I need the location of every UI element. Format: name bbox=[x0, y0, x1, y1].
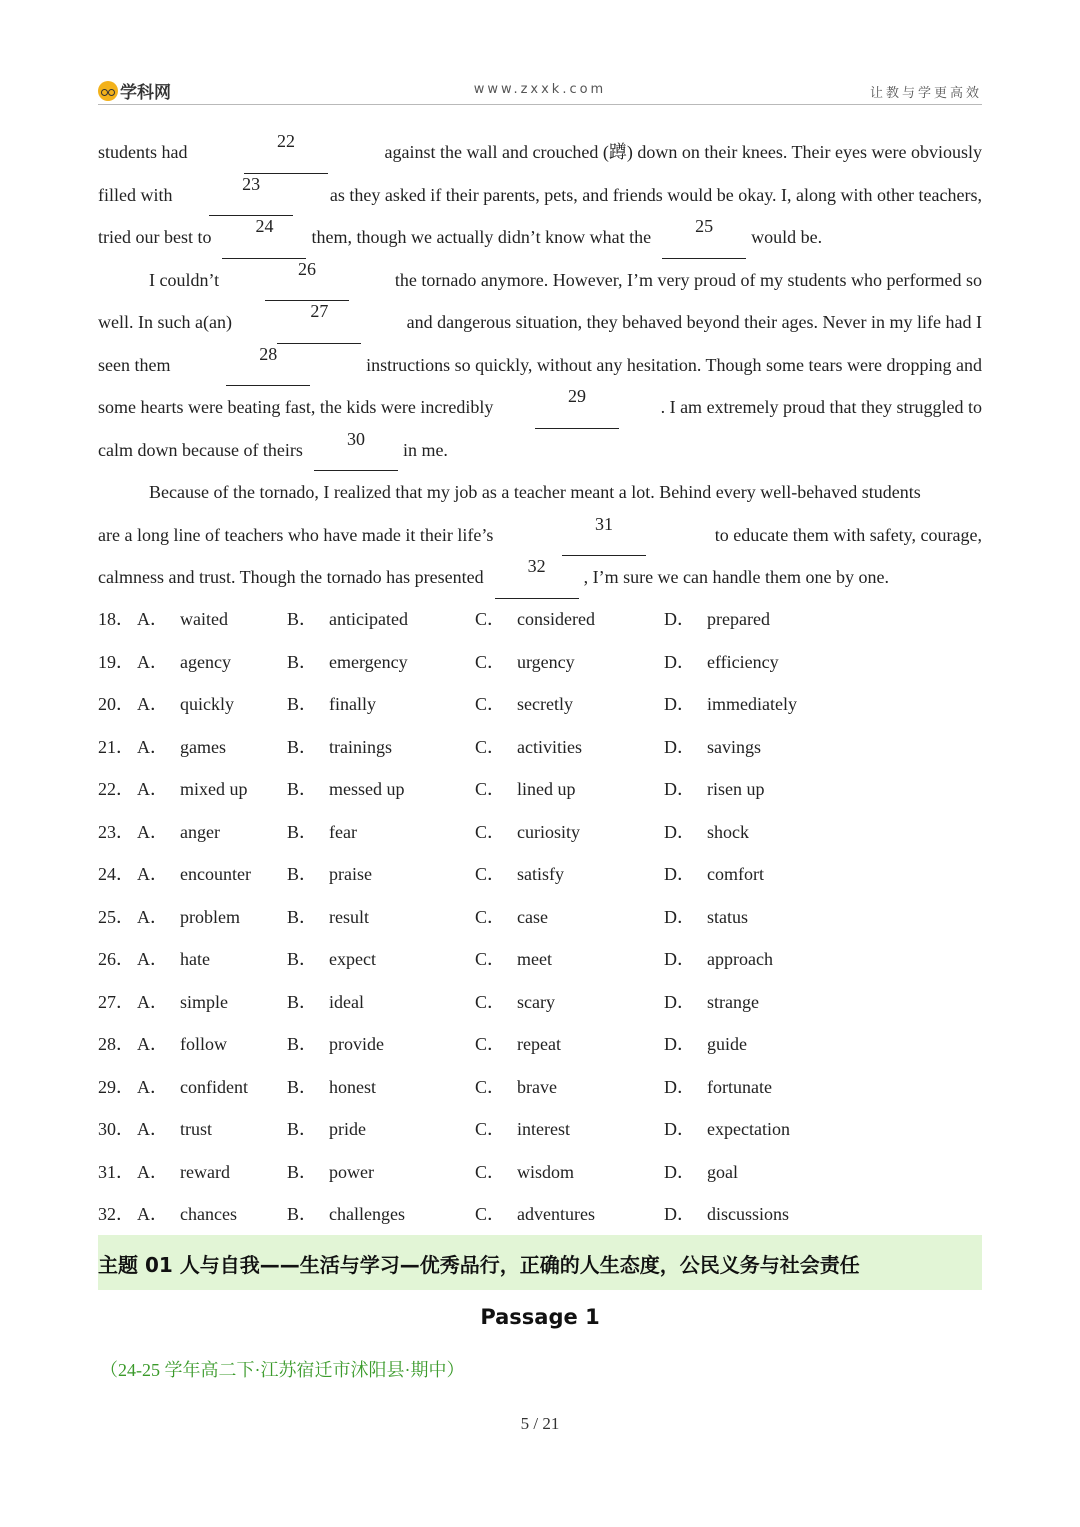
option-a bbox=[137, 896, 240, 939]
question-row bbox=[98, 938, 982, 981]
option-letter: C． bbox=[475, 949, 506, 969]
option-letter: A． bbox=[137, 779, 168, 799]
option-letter: A． bbox=[137, 864, 168, 884]
option-text: brave bbox=[517, 1076, 557, 1097]
option-letter: A． bbox=[137, 736, 168, 757]
passage-text: I couldn’t bbox=[149, 269, 220, 290]
option-letter: D． bbox=[664, 736, 695, 757]
answer-blank: 24 bbox=[222, 216, 306, 259]
option-text: satisfy bbox=[517, 864, 565, 884]
passage-text: , I’m sure we can handle them one by one. bbox=[583, 567, 889, 587]
passage-line bbox=[98, 216, 982, 259]
option-letter: C． bbox=[475, 736, 506, 757]
option-letter: B． bbox=[287, 1076, 318, 1097]
option-letter: D． bbox=[664, 1204, 695, 1224]
option-letter: D． bbox=[664, 991, 695, 1012]
option-d bbox=[664, 1023, 747, 1066]
option-c bbox=[475, 1193, 595, 1236]
passage-text: calm down because of theirs bbox=[98, 439, 303, 460]
option-b bbox=[287, 1151, 374, 1194]
option-text: simple bbox=[180, 991, 228, 1012]
option-letter: D． bbox=[664, 1034, 695, 1054]
option-b bbox=[287, 938, 376, 981]
option-c bbox=[475, 853, 564, 896]
passage-line bbox=[98, 301, 982, 344]
option-a bbox=[137, 598, 228, 641]
option-text: praise bbox=[329, 864, 372, 884]
option-letter: A． bbox=[137, 1204, 168, 1224]
question-row bbox=[98, 1193, 982, 1236]
option-text: pride bbox=[329, 1119, 366, 1139]
option-letter: B． bbox=[287, 906, 318, 927]
option-text: approach bbox=[707, 949, 773, 969]
passage-text: are a long line of teachers who have made it their life’s bbox=[98, 524, 494, 545]
option-d bbox=[664, 1066, 772, 1109]
answer-blank: 28 bbox=[226, 344, 310, 387]
option-b bbox=[287, 641, 408, 684]
option-letter: C． bbox=[475, 1161, 506, 1182]
option-letter: C． bbox=[475, 864, 506, 884]
option-letter: B． bbox=[287, 694, 318, 714]
option-letter: D． bbox=[664, 609, 695, 629]
option-letter: B． bbox=[287, 991, 318, 1012]
option-c bbox=[475, 981, 555, 1024]
answer-blank: 23 bbox=[209, 174, 293, 217]
option-letter: C． bbox=[475, 1119, 506, 1139]
option-text: lined up bbox=[517, 779, 576, 799]
option-c bbox=[475, 726, 582, 769]
option-text: scary bbox=[517, 991, 555, 1012]
passage-text: would be. bbox=[751, 227, 823, 247]
option-letter: B． bbox=[287, 651, 318, 672]
passage-line bbox=[98, 131, 982, 174]
option-letter: C． bbox=[475, 906, 506, 927]
option-d bbox=[664, 641, 779, 684]
option-b bbox=[287, 768, 405, 811]
option-text: curiosity bbox=[517, 821, 581, 842]
option-text: considered bbox=[517, 609, 595, 629]
option-c bbox=[475, 598, 595, 641]
option-a bbox=[137, 1108, 212, 1151]
option-text: immediately bbox=[707, 694, 797, 714]
option-letter: B． bbox=[287, 864, 318, 884]
question-row bbox=[98, 1108, 982, 1151]
option-letter: D． bbox=[664, 694, 695, 714]
option-letter: D． bbox=[664, 821, 695, 842]
option-letter: C． bbox=[475, 991, 506, 1012]
question-row bbox=[98, 811, 982, 854]
option-letter: A． bbox=[137, 1119, 168, 1139]
option-text: follow bbox=[180, 1034, 227, 1054]
page-header bbox=[98, 74, 982, 105]
theme-title: 主题 01 人与自我——生活与学习—优秀品行，正确的人生态度，公民义务与社会责任 bbox=[98, 1253, 860, 1277]
option-text: reward bbox=[180, 1161, 230, 1182]
option-text: wisdom bbox=[517, 1161, 575, 1182]
passage-text: instructions so quickly, without any hesitation. Though some tears were dropping and bbox=[366, 354, 982, 375]
passage-text: and dangerous situation, they behaved beyond their ages. Never in my life had I bbox=[406, 312, 982, 332]
passage-line bbox=[98, 556, 982, 599]
option-a bbox=[137, 1151, 230, 1194]
option-c bbox=[475, 1066, 557, 1109]
option-text: honest bbox=[329, 1076, 377, 1097]
option-d bbox=[664, 981, 759, 1024]
option-d bbox=[664, 853, 764, 896]
option-letter: B． bbox=[287, 1204, 318, 1224]
option-text: chances bbox=[180, 1204, 237, 1224]
option-text: goal bbox=[707, 1161, 738, 1182]
option-b bbox=[287, 683, 376, 726]
question-number: 31． bbox=[98, 1161, 134, 1182]
option-text: waited bbox=[180, 609, 228, 629]
option-text: encounter bbox=[180, 864, 251, 884]
option-letter: B． bbox=[287, 821, 318, 842]
option-letter: A． bbox=[137, 949, 168, 969]
option-text: efficiency bbox=[707, 651, 779, 672]
question-number: 23． bbox=[98, 821, 134, 842]
option-text: agency bbox=[180, 651, 231, 672]
option-letter: A． bbox=[137, 906, 168, 927]
option-d bbox=[664, 683, 797, 726]
passage-text: tried our best to bbox=[98, 227, 212, 247]
option-letter: C． bbox=[475, 651, 506, 672]
question-row bbox=[98, 683, 982, 726]
option-letter: A． bbox=[137, 651, 168, 672]
option-letter: B． bbox=[287, 1034, 318, 1054]
option-c bbox=[475, 683, 573, 726]
option-text: guide bbox=[707, 1034, 747, 1054]
option-text: provide bbox=[329, 1034, 384, 1054]
question-number: 30． bbox=[98, 1119, 134, 1139]
option-b bbox=[287, 598, 408, 641]
option-letter: C． bbox=[475, 1076, 506, 1097]
passage-text: calmness and trust. Though the tornado has presented bbox=[98, 567, 484, 587]
option-text: power bbox=[329, 1161, 374, 1182]
option-a bbox=[137, 1023, 227, 1066]
passage-line bbox=[98, 344, 982, 387]
answer-blank: 32 bbox=[495, 556, 579, 599]
answer-blank: 29 bbox=[535, 386, 619, 429]
option-text: finally bbox=[329, 694, 377, 714]
question-row bbox=[98, 1066, 982, 1109]
option-a bbox=[137, 641, 231, 684]
option-text: adventures bbox=[517, 1204, 595, 1224]
question-row bbox=[98, 896, 982, 939]
question-number: 22． bbox=[98, 779, 134, 799]
cloze-passage bbox=[98, 131, 982, 599]
logo-text: 学科网 bbox=[120, 83, 171, 103]
question-number: 27． bbox=[98, 991, 134, 1012]
passage-text: the tornado anymore. However, I’m very proud of my students who performed so bbox=[394, 269, 982, 290]
option-c bbox=[475, 1023, 561, 1066]
question-number: 20． bbox=[98, 694, 134, 714]
option-text: trainings bbox=[329, 736, 393, 757]
option-text: risen up bbox=[707, 779, 765, 799]
option-text: savings bbox=[707, 736, 761, 757]
option-d bbox=[664, 598, 770, 641]
answer-blank: 30 bbox=[314, 429, 398, 472]
option-letter: B． bbox=[287, 949, 318, 969]
option-letter: B． bbox=[287, 1161, 318, 1182]
option-text: problem bbox=[180, 906, 240, 927]
option-text: comfort bbox=[707, 864, 764, 884]
option-text: shock bbox=[707, 821, 749, 842]
option-text: case bbox=[517, 906, 548, 927]
option-d bbox=[664, 1151, 738, 1194]
option-a bbox=[137, 938, 210, 981]
question-number: 29． bbox=[98, 1076, 134, 1097]
question-number: 24． bbox=[98, 864, 134, 884]
question-number: 18． bbox=[98, 609, 134, 629]
question-row bbox=[98, 853, 982, 896]
question-number: 26． bbox=[98, 949, 134, 969]
option-letter: C． bbox=[475, 694, 506, 714]
option-d bbox=[664, 811, 749, 854]
option-letter: A． bbox=[137, 609, 168, 629]
option-text: games bbox=[180, 736, 226, 757]
option-c bbox=[475, 768, 576, 811]
option-text: interest bbox=[517, 1119, 570, 1139]
option-a bbox=[137, 1193, 237, 1236]
option-b bbox=[287, 896, 369, 939]
option-b bbox=[287, 981, 364, 1024]
passage-line bbox=[98, 174, 982, 217]
option-text: confident bbox=[180, 1076, 248, 1097]
option-a bbox=[137, 768, 248, 811]
question-row bbox=[98, 1151, 982, 1194]
passage-source: （24-25 学年高二下·江苏宿迁市沭阳县·期中） bbox=[100, 1360, 465, 1380]
passage-text: students had bbox=[98, 142, 188, 162]
option-text: challenges bbox=[329, 1204, 405, 1224]
option-d bbox=[664, 768, 765, 811]
option-letter: C． bbox=[475, 1204, 506, 1224]
option-b bbox=[287, 853, 372, 896]
option-letter: B． bbox=[287, 736, 318, 757]
option-text: mixed up bbox=[180, 779, 248, 799]
option-d bbox=[664, 1193, 789, 1236]
answer-blank: 25 bbox=[662, 216, 746, 259]
passage-text: . I am extremely proud that they struggled to bbox=[660, 397, 982, 417]
option-letter: B． bbox=[287, 779, 318, 799]
question-number: 32． bbox=[98, 1204, 134, 1224]
question-number: 28． bbox=[98, 1034, 134, 1054]
option-letter: A． bbox=[137, 694, 168, 714]
answer-blank: 22 bbox=[244, 131, 328, 174]
option-b bbox=[287, 726, 392, 769]
option-letter: D． bbox=[664, 949, 695, 969]
option-text: activities bbox=[517, 736, 582, 757]
option-c bbox=[475, 938, 552, 981]
option-a bbox=[137, 726, 226, 769]
option-text: anticipated bbox=[329, 609, 408, 629]
option-letter: C． bbox=[475, 779, 506, 799]
passage-text: well. In such a(an) bbox=[98, 312, 232, 332]
option-text: anger bbox=[180, 821, 220, 842]
option-c bbox=[475, 896, 548, 939]
option-letter: A． bbox=[137, 1076, 168, 1097]
option-text: status bbox=[707, 906, 749, 927]
passage-text: seen them bbox=[98, 354, 171, 375]
option-b bbox=[287, 1108, 366, 1151]
option-c bbox=[475, 811, 580, 854]
option-text: quickly bbox=[180, 694, 234, 714]
answer-options bbox=[98, 598, 982, 1236]
passage-text: them, though we actually didn’t know what the bbox=[311, 227, 652, 247]
option-text: meet bbox=[517, 949, 552, 969]
question-row bbox=[98, 598, 982, 641]
option-text: result bbox=[329, 906, 370, 927]
option-letter: D． bbox=[664, 906, 695, 927]
option-a bbox=[137, 981, 228, 1024]
option-text: discussions bbox=[707, 1204, 790, 1224]
question-number: 25． bbox=[98, 906, 134, 927]
page-number: 5 / 21 bbox=[520, 1414, 560, 1433]
option-c bbox=[475, 1151, 574, 1194]
option-letter: C． bbox=[475, 609, 506, 629]
passage-text: to educate them with safety, courage, bbox=[714, 524, 982, 545]
passage-text: against the wall and crouched (蹲) down on their knees. Their eyes were obviously bbox=[384, 142, 982, 162]
option-d bbox=[664, 896, 748, 939]
option-text: trust bbox=[180, 1119, 213, 1139]
question-row bbox=[98, 768, 982, 811]
option-text: hate bbox=[180, 949, 210, 969]
passage-line bbox=[98, 429, 982, 472]
option-letter: D． bbox=[664, 651, 695, 672]
option-letter: B． bbox=[287, 1119, 318, 1139]
passage-line bbox=[98, 386, 982, 429]
option-a bbox=[137, 1066, 248, 1109]
option-a bbox=[137, 853, 251, 896]
question-number: 21． bbox=[98, 736, 134, 757]
passage-line bbox=[98, 514, 982, 557]
option-letter: D． bbox=[664, 1076, 695, 1097]
option-text: urgency bbox=[517, 651, 575, 672]
option-letter: D． bbox=[664, 779, 695, 799]
option-letter: A． bbox=[137, 1034, 168, 1054]
option-text: strange bbox=[707, 991, 759, 1012]
passage-text: as they asked if their parents, pets, and friends would be okay. I, along with other teachers, bbox=[329, 184, 982, 205]
passage-text: Because of the tornado, I realized that my job as a teacher meant a lot. Behind every well-behaved students bbox=[149, 482, 921, 502]
passage-text: filled with bbox=[98, 184, 173, 205]
theme-banner bbox=[98, 1235, 982, 1290]
option-letter: A． bbox=[137, 821, 168, 842]
option-letter: C． bbox=[475, 1034, 506, 1054]
question-number: 19． bbox=[98, 651, 134, 672]
option-letter: D． bbox=[664, 864, 695, 884]
option-letter: D． bbox=[664, 1119, 695, 1139]
option-text: emergency bbox=[329, 651, 408, 672]
option-letter: C． bbox=[475, 821, 506, 842]
option-letter: A． bbox=[137, 991, 168, 1012]
passage-title: Passage 1 bbox=[480, 1305, 600, 1329]
option-a bbox=[137, 683, 234, 726]
question-row bbox=[98, 1023, 982, 1066]
option-text: expectation bbox=[707, 1119, 790, 1139]
answer-blank: 27 bbox=[277, 301, 361, 344]
question-row bbox=[98, 981, 982, 1024]
option-b bbox=[287, 811, 357, 854]
answer-blank: 26 bbox=[265, 259, 349, 302]
question-row bbox=[98, 726, 982, 769]
option-b bbox=[287, 1023, 384, 1066]
option-text: ideal bbox=[329, 991, 364, 1012]
option-text: messed up bbox=[329, 779, 405, 799]
question-row bbox=[98, 641, 982, 684]
option-letter: B． bbox=[287, 609, 318, 629]
option-b bbox=[287, 1066, 376, 1109]
option-text: secretly bbox=[517, 694, 573, 714]
option-text: fear bbox=[329, 821, 357, 842]
passage-line bbox=[98, 259, 982, 302]
option-c bbox=[475, 641, 575, 684]
option-text: prepared bbox=[707, 609, 770, 629]
passage-line bbox=[98, 471, 982, 514]
option-c bbox=[475, 1108, 570, 1151]
option-b bbox=[287, 1193, 405, 1236]
answer-blank: 31 bbox=[562, 514, 646, 557]
option-letter: D． bbox=[664, 1161, 695, 1182]
option-d bbox=[664, 938, 773, 981]
option-text: repeat bbox=[517, 1034, 561, 1054]
option-text: expect bbox=[329, 949, 376, 969]
passage-text: in me. bbox=[402, 439, 448, 460]
option-text: fortunate bbox=[707, 1076, 772, 1097]
option-d bbox=[664, 1108, 790, 1151]
option-d bbox=[664, 726, 761, 769]
option-letter: A． bbox=[137, 1161, 168, 1182]
passage-text: some hearts were beating fast, the kids were incredibly bbox=[98, 397, 494, 417]
option-a bbox=[137, 811, 220, 854]
site-url: www.zxxk.com bbox=[473, 82, 607, 97]
site-slogan: 让教与学更高效 bbox=[869, 86, 982, 101]
